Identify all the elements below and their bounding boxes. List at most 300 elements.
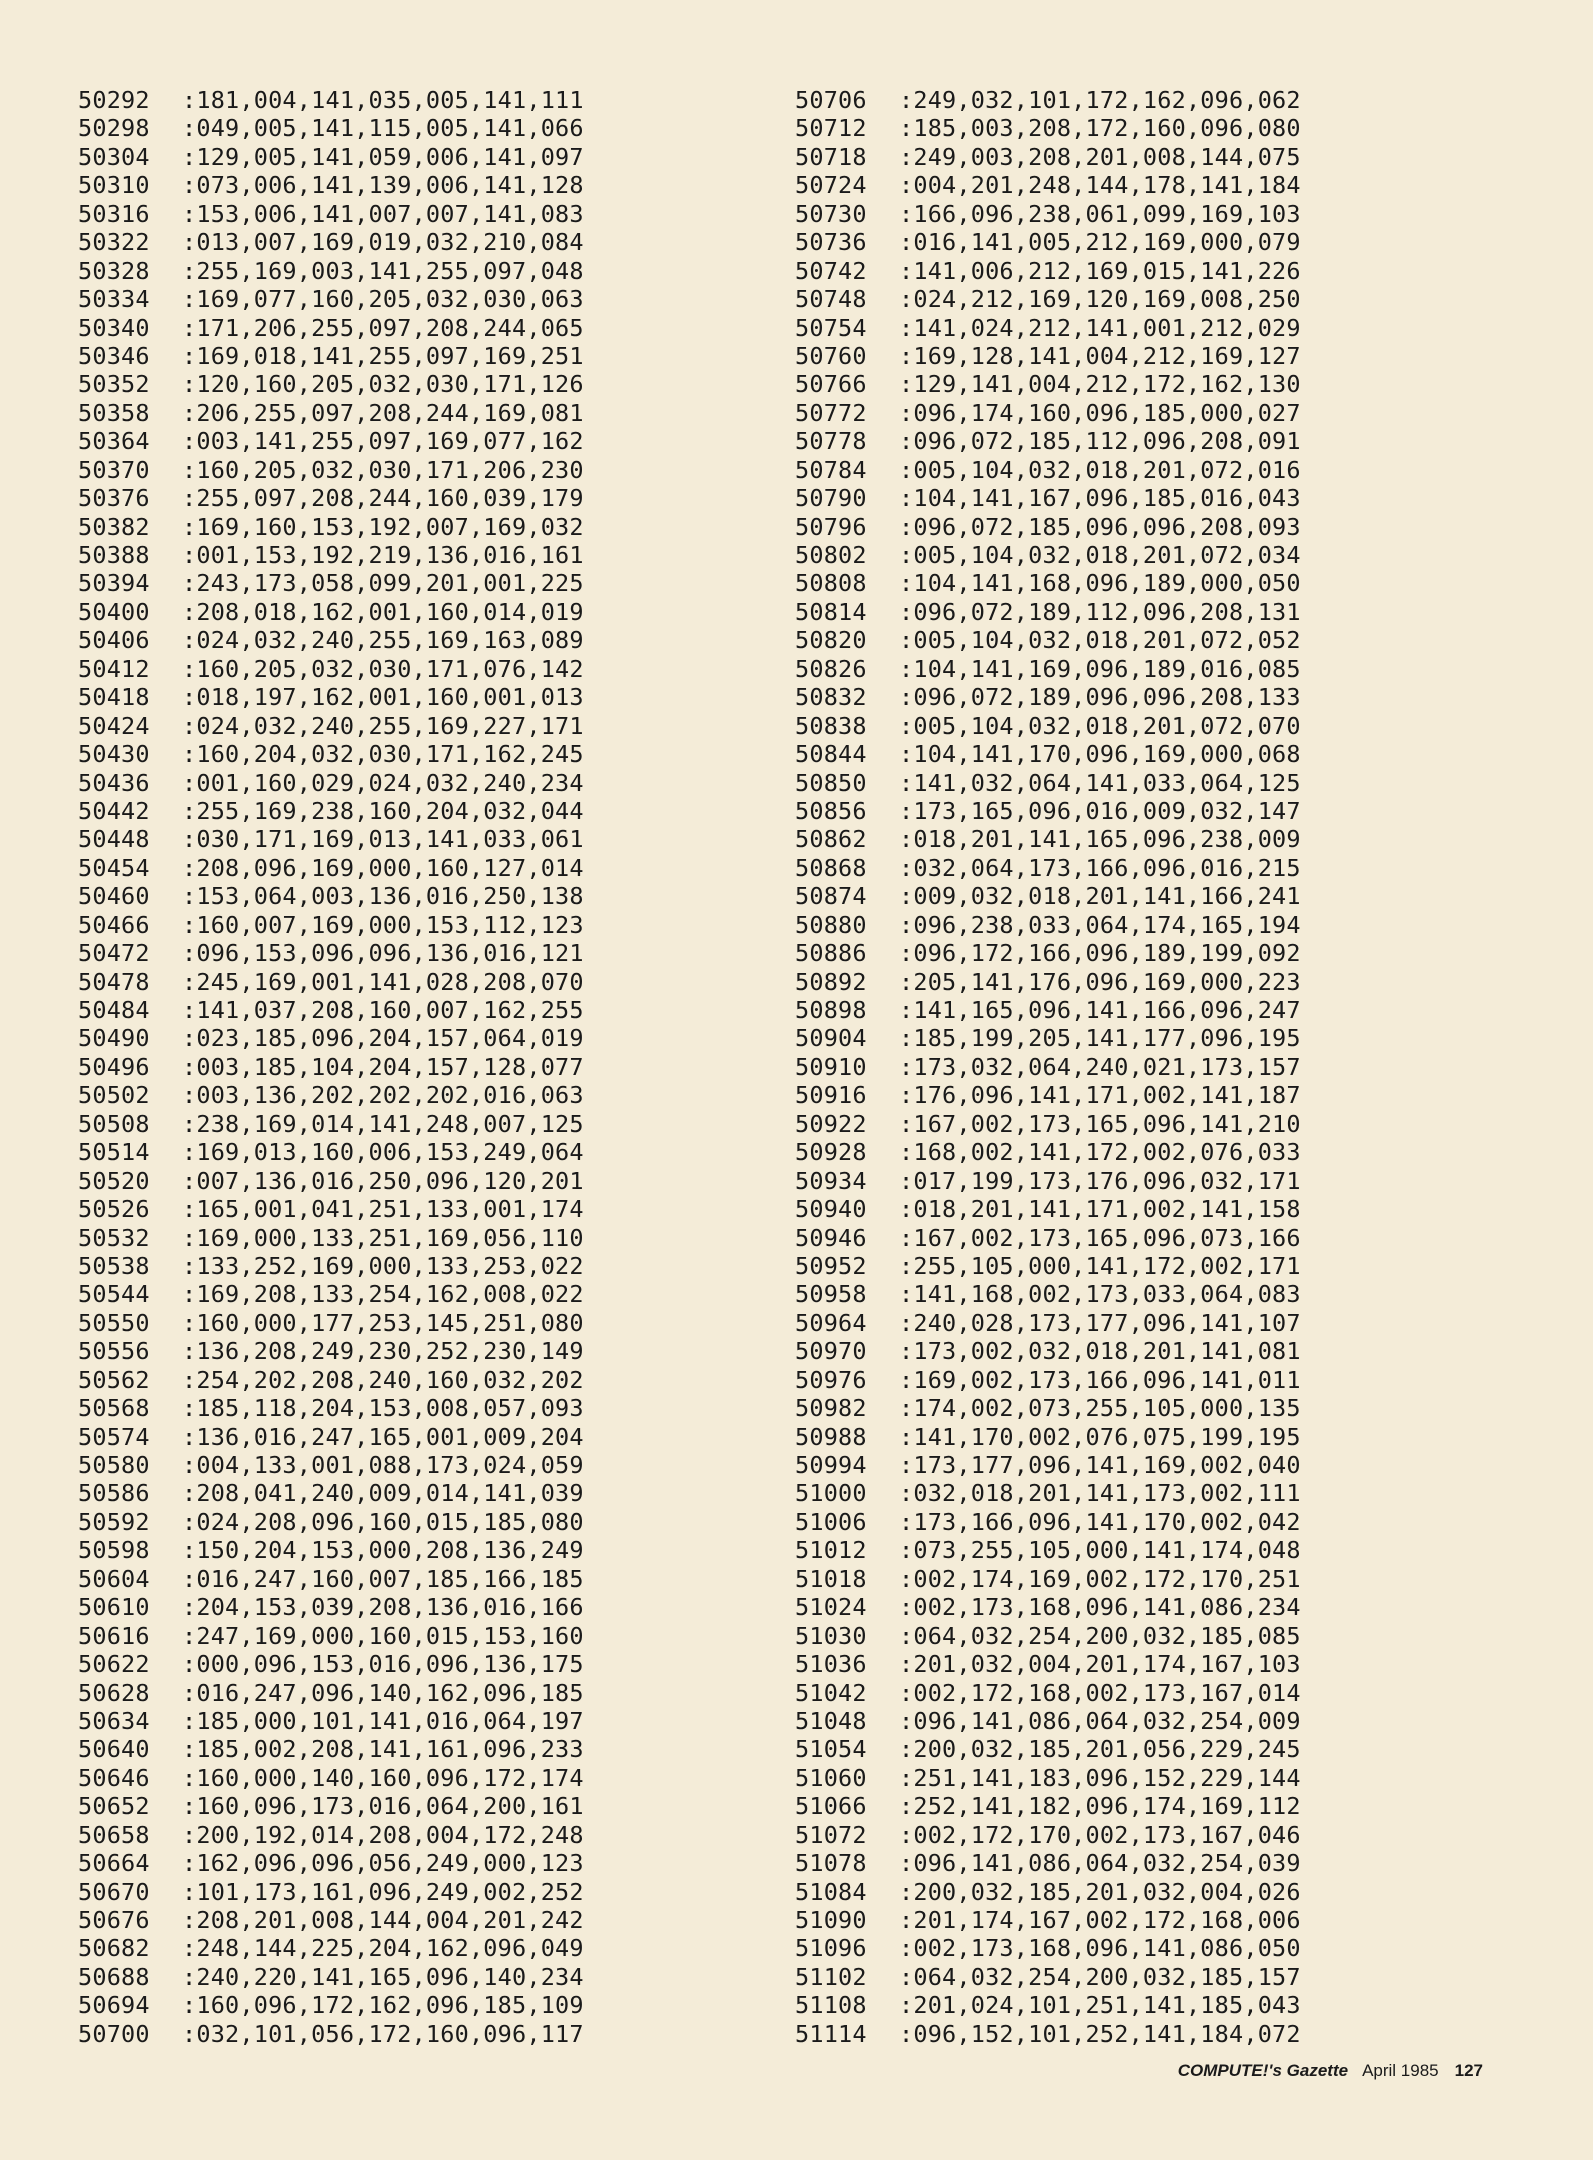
data-bytes: :251,141,183,096,152,229,144: [899, 1763, 1301, 1792]
line-number: 50718: [795, 142, 867, 171]
data-bytes: :002,172,168,002,173,167,014: [899, 1678, 1301, 1707]
line-number: 50544: [78, 1280, 150, 1309]
data-bytes: :255,105,000,141,172,002,171: [899, 1251, 1301, 1280]
data-bytes: :185,199,205,141,177,096,195: [899, 1024, 1301, 1053]
line-number: 50898: [795, 996, 867, 1024]
data-bytes: :073,255,105,000,141,174,048: [899, 1536, 1301, 1565]
listing-line: [795, 1764, 1301, 1792]
data-bytes: :032,064,173,166,096,016,215: [899, 853, 1301, 882]
data-bytes: :002,172,170,002,173,167,046: [899, 1820, 1301, 1849]
listing-line: [78, 1906, 584, 1934]
data-bytes: :185,003,208,172,160,096,080: [899, 114, 1301, 143]
data-bytes: :169,013,160,006,153,249,064: [182, 1138, 584, 1167]
data-bytes: :162,096,096,056,249,000,123: [182, 1849, 584, 1878]
listing-line: [78, 626, 584, 654]
data-bytes: :208,096,169,000,160,127,014: [182, 853, 584, 882]
line-number: 50340: [78, 313, 150, 342]
data-bytes: :104,141,168,096,189,000,050: [899, 569, 1301, 598]
listing-line: [795, 1707, 1301, 1735]
listing-line: [795, 1337, 1301, 1365]
listing-line: [78, 769, 584, 797]
data-bytes: :018,197,162,001,160,001,013: [182, 683, 584, 712]
listing-line: [795, 1366, 1301, 1394]
listing-line: [78, 598, 584, 626]
listing-line: [78, 968, 584, 996]
listing-line: [78, 712, 584, 740]
line-number: 50790: [795, 484, 867, 513]
listing-line: [795, 740, 1301, 768]
line-number: 50670: [78, 1877, 150, 1906]
line-number: 50550: [78, 1308, 150, 1337]
listing-line: [78, 1110, 584, 1138]
listing-line: [795, 1423, 1301, 1451]
line-number: 50820: [795, 626, 867, 655]
line-number: 50694: [78, 1991, 150, 2020]
line-number: 51066: [795, 1792, 867, 1821]
line-number: 51030: [795, 1621, 867, 1650]
listing-line: [78, 1593, 584, 1621]
listing-line: [78, 257, 584, 285]
line-number: 50328: [78, 256, 150, 285]
data-bytes: :166,096,238,061,099,169,103: [899, 199, 1301, 228]
line-number: 50310: [78, 171, 150, 200]
listing-line: [78, 996, 584, 1024]
line-number: 51018: [795, 1564, 867, 1593]
listing-line: [795, 1622, 1301, 1650]
line-number: 50712: [795, 114, 867, 143]
data-bytes: :160,000,140,160,096,172,174: [182, 1763, 584, 1792]
listing-line: [795, 939, 1301, 967]
line-number: 50514: [78, 1138, 150, 1167]
magazine-title: COMPUTE!'s Gazette: [1177, 2061, 1349, 2080]
line-number: 50502: [78, 1081, 150, 1110]
listing-line: [78, 1565, 584, 1593]
data-bytes: :167,002,173,165,096,073,166: [899, 1223, 1301, 1252]
line-number: 50496: [78, 1052, 150, 1081]
line-number: 50364: [78, 427, 150, 456]
line-number: 50298: [78, 114, 150, 143]
line-number: 50970: [795, 1337, 867, 1366]
line-number: 50418: [78, 683, 150, 712]
data-bytes: :096,172,166,096,189,199,092: [899, 939, 1301, 968]
listing-line: [78, 1508, 584, 1536]
data-bytes: :096,141,086,064,032,254,009: [899, 1706, 1301, 1735]
line-number: 50910: [795, 1052, 867, 1081]
listing-line: [78, 86, 584, 114]
data-bytes: :173,165,096,016,009,032,147: [899, 796, 1301, 825]
listing-line: [795, 171, 1301, 199]
line-number: 51060: [795, 1763, 867, 1792]
listing-line: [795, 370, 1301, 398]
line-number: 50772: [795, 398, 867, 427]
line-number: 50532: [78, 1223, 150, 1252]
listing-line: [795, 1934, 1301, 1962]
data-bytes: :073,006,141,139,006,141,128: [182, 171, 584, 200]
listing-line: [78, 399, 584, 427]
listing-line: [795, 626, 1301, 654]
data-bytes: :169,018,141,255,097,169,251: [182, 341, 584, 370]
listing-line: [795, 683, 1301, 711]
data-bytes: :017,199,173,176,096,032,171: [899, 1166, 1301, 1195]
listing-line: [795, 285, 1301, 313]
listing-line: [795, 228, 1301, 256]
listing-line: [795, 1536, 1301, 1564]
listing-line: [795, 1849, 1301, 1877]
listing-line: [795, 1792, 1301, 1820]
listing-line: [795, 2020, 1301, 2048]
data-bytes: :096,072,189,096,096,208,133: [899, 683, 1301, 712]
line-number: 50316: [78, 199, 150, 228]
data-bytes: :096,072,185,112,096,208,091: [899, 427, 1301, 456]
data-bytes: :185,000,101,141,016,064,197: [182, 1706, 584, 1735]
line-number: 51012: [795, 1536, 867, 1565]
line-number: 50616: [78, 1621, 150, 1650]
listing-line: [78, 370, 584, 398]
data-bytes: :096,174,160,096,185,000,027: [899, 398, 1301, 427]
data-bytes: :160,205,032,030,171,076,142: [182, 654, 584, 683]
line-number: 50334: [78, 285, 150, 314]
listing-line: [78, 1224, 584, 1252]
data-bytes: :160,204,032,030,171,162,245: [182, 740, 584, 769]
data-bytes: :171,206,255,097,208,244,065: [182, 313, 584, 342]
listing-line: [78, 1451, 584, 1479]
line-number: 50460: [78, 882, 150, 911]
data-bytes: :169,208,133,254,162,008,022: [182, 1280, 584, 1309]
listing-line: [78, 939, 584, 967]
line-number: 50538: [78, 1251, 150, 1280]
data-bytes: :141,165,096,141,166,096,247: [899, 996, 1301, 1024]
listing-line: [78, 1138, 584, 1166]
data-bytes: :003,141,255,097,169,077,162: [182, 427, 584, 456]
line-number: 50724: [795, 171, 867, 200]
data-bytes: :169,000,133,251,169,056,110: [182, 1223, 584, 1252]
data-bytes: :002,173,168,096,141,086,234: [899, 1593, 1301, 1622]
line-number: 50808: [795, 569, 867, 598]
data-bytes: :153,064,003,136,016,250,138: [182, 882, 584, 911]
data-bytes: :005,104,032,018,201,072,052: [899, 626, 1301, 655]
listing-line: [78, 114, 584, 142]
line-number: 50568: [78, 1394, 150, 1423]
line-number: 50406: [78, 626, 150, 655]
data-bytes: :133,252,169,000,133,253,022: [182, 1251, 584, 1280]
data-bytes: :005,104,032,018,201,072,016: [899, 455, 1301, 484]
data-bytes: :238,169,014,141,248,007,125: [182, 1109, 584, 1138]
data-bytes: :000,096,153,016,096,136,175: [182, 1650, 584, 1679]
line-number: 50478: [78, 967, 150, 996]
line-number: 50760: [795, 341, 867, 370]
data-bytes: :160,205,032,030,171,206,230: [182, 455, 584, 484]
line-number: 50484: [78, 996, 150, 1024]
data-bytes: :173,032,064,240,021,173,157: [899, 1052, 1301, 1081]
line-number: 50736: [795, 228, 867, 257]
listing-line: [795, 86, 1301, 114]
line-number: 50754: [795, 313, 867, 342]
listing-line: [795, 513, 1301, 541]
data-bytes: :096,141,086,064,032,254,039: [899, 1849, 1301, 1878]
listing-line: [78, 314, 584, 342]
data-bytes: :023,185,096,204,157,064,019: [182, 1024, 584, 1053]
data-bytes: :185,002,208,141,161,096,233: [182, 1735, 584, 1764]
line-number: 50946: [795, 1223, 867, 1252]
data-bytes: :049,005,141,115,005,141,066: [182, 114, 584, 143]
data-bytes: :141,168,002,173,033,064,083: [899, 1280, 1301, 1309]
line-number: 50508: [78, 1109, 150, 1138]
listing-line: [78, 854, 584, 882]
data-bytes: :245,169,001,141,028,208,070: [182, 967, 584, 996]
data-bytes: :165,001,041,251,133,001,174: [182, 1195, 584, 1224]
listing-line: [795, 114, 1301, 142]
listing-line: [78, 1053, 584, 1081]
listing-line: [78, 882, 584, 910]
data-bytes: :003,185,104,204,157,128,077: [182, 1052, 584, 1081]
line-number: 50640: [78, 1735, 150, 1764]
data-bytes: :204,153,039,208,136,016,166: [182, 1593, 584, 1622]
line-number: 50370: [78, 455, 150, 484]
line-number: 50562: [78, 1365, 150, 1394]
data-bytes: :201,024,101,251,141,185,043: [899, 1991, 1301, 2020]
data-bytes: :200,192,014,208,004,172,248: [182, 1820, 584, 1849]
listing-line: [795, 257, 1301, 285]
data-bytes: :004,133,001,088,173,024,059: [182, 1451, 584, 1479]
line-number: 50802: [795, 541, 867, 569]
listing-line: [78, 285, 584, 313]
listing-line: [78, 1252, 584, 1280]
data-bytes: :247,169,000,160,015,153,160: [182, 1621, 584, 1650]
line-number: 51054: [795, 1735, 867, 1764]
listing-line: [795, 1053, 1301, 1081]
data-bytes: :169,077,160,205,032,030,063: [182, 285, 584, 314]
listing-line: [78, 1479, 584, 1507]
data-bytes: :208,018,162,001,160,014,019: [182, 597, 584, 626]
line-number: 50292: [78, 86, 150, 114]
listing-line: [78, 143, 584, 171]
listing-line: [78, 1280, 584, 1308]
listing-line: [78, 911, 584, 939]
data-bytes: :003,136,202,202,202,016,063: [182, 1081, 584, 1110]
listing-line: [795, 1593, 1301, 1621]
line-number: 50844: [795, 740, 867, 769]
data-bytes: :169,128,141,004,212,169,127: [899, 341, 1301, 370]
listing-line: [795, 797, 1301, 825]
listing-line: [795, 1508, 1301, 1536]
line-number: 50652: [78, 1792, 150, 1821]
data-bytes: :136,208,249,230,252,230,149: [182, 1337, 584, 1366]
listing-line: [78, 1423, 584, 1451]
line-number: 50442: [78, 796, 150, 825]
line-number: 50922: [795, 1109, 867, 1138]
data-bytes: :001,160,029,024,032,240,234: [182, 768, 584, 797]
data-bytes: :016,141,005,212,169,000,079: [899, 228, 1301, 257]
line-number: 50646: [78, 1763, 150, 1792]
line-number: 50958: [795, 1280, 867, 1309]
page-number: 127: [1454, 2061, 1483, 2080]
line-number: 50778: [795, 427, 867, 456]
line-number: 51072: [795, 1820, 867, 1849]
data-bytes: :096,153,096,096,136,016,121: [182, 939, 584, 968]
line-number: 50682: [78, 1934, 150, 1963]
listing-line: [78, 655, 584, 683]
listing-line: [795, 854, 1301, 882]
line-number: 51024: [795, 1593, 867, 1622]
line-number: 50730: [795, 199, 867, 228]
data-bytes: :240,028,173,177,096,141,107: [899, 1308, 1301, 1337]
listing-column-left: [78, 86, 584, 2048]
listing-line: [795, 968, 1301, 996]
listing-line: [795, 1224, 1301, 1252]
listing-line: [795, 1195, 1301, 1223]
data-bytes: :018,201,141,171,002,141,158: [899, 1195, 1301, 1224]
line-number: 50826: [795, 654, 867, 683]
data-bytes: :208,201,008,144,004,201,242: [182, 1906, 584, 1934]
line-number: 50940: [795, 1195, 867, 1224]
data-bytes: :096,238,033,064,174,165,194: [899, 910, 1301, 939]
listing-line: [795, 1252, 1301, 1280]
line-number: 50634: [78, 1706, 150, 1735]
line-number: 50976: [795, 1365, 867, 1394]
data-bytes: :032,018,201,141,173,002,111: [899, 1479, 1301, 1508]
listing-line: [78, 1735, 584, 1763]
data-bytes: :016,247,160,007,185,166,185: [182, 1564, 584, 1593]
line-number: 50472: [78, 939, 150, 968]
line-number: 50880: [795, 910, 867, 939]
line-number: 50376: [78, 484, 150, 513]
data-bytes: :104,141,170,096,169,000,068: [899, 740, 1301, 769]
listing-line: [78, 427, 584, 455]
line-number: 51006: [795, 1507, 867, 1536]
listing-line: [795, 484, 1301, 512]
listing-line: [795, 1679, 1301, 1707]
line-number: 50850: [795, 768, 867, 797]
listing-line: [795, 1821, 1301, 1849]
line-number: 50394: [78, 569, 150, 598]
listing-line: [795, 1081, 1301, 1109]
line-number: 50388: [78, 541, 150, 569]
data-bytes: :129,141,004,212,172,162,130: [899, 370, 1301, 399]
line-number: 50520: [78, 1166, 150, 1195]
listing-line: [78, 1963, 584, 1991]
data-bytes: :255,169,003,141,255,097,048: [182, 256, 584, 285]
line-number: 51036: [795, 1650, 867, 1679]
listing-line: [795, 911, 1301, 939]
listing-line: [795, 598, 1301, 626]
data-bytes: :024,032,240,255,169,163,089: [182, 626, 584, 655]
line-number: 51042: [795, 1678, 867, 1707]
data-bytes: :176,096,141,171,002,141,187: [899, 1081, 1301, 1110]
line-number: 50742: [795, 256, 867, 285]
listing-line: [795, 1167, 1301, 1195]
line-number: 50766: [795, 370, 867, 399]
line-number: 50580: [78, 1451, 150, 1479]
data-bytes: :096,072,185,096,096,208,093: [899, 512, 1301, 541]
data-bytes: :249,032,101,172,162,096,062: [899, 86, 1301, 114]
data-bytes: :141,170,002,076,075,199,195: [899, 1422, 1301, 1451]
listing-line: [795, 1906, 1301, 1934]
listing-line: [78, 1622, 584, 1650]
data-bytes: :169,002,173,166,096,141,011: [899, 1365, 1301, 1394]
data-bytes: :240,220,141,165,096,140,234: [182, 1962, 584, 1991]
listing-line: [795, 399, 1301, 427]
line-number: 50448: [78, 825, 150, 854]
listing-line: [78, 1792, 584, 1820]
line-number: 50424: [78, 711, 150, 740]
data-bytes: :141,032,064,141,033,064,125: [899, 768, 1301, 797]
data-bytes: :185,118,204,153,008,057,093: [182, 1394, 584, 1423]
data-bytes: :096,072,189,112,096,208,131: [899, 597, 1301, 626]
line-number: 50574: [78, 1422, 150, 1451]
line-number: 50358: [78, 398, 150, 427]
line-number: 50604: [78, 1564, 150, 1593]
listing-line: [78, 171, 584, 199]
listing-line: [795, 1735, 1301, 1763]
listing-line: [78, 1764, 584, 1792]
listing-line: [795, 314, 1301, 342]
listing-line: [795, 1280, 1301, 1308]
data-bytes: :208,041,240,009,014,141,039: [182, 1479, 584, 1508]
line-number: 50664: [78, 1849, 150, 1878]
listing-line: [78, 513, 584, 541]
data-bytes: :153,006,141,007,007,141,083: [182, 199, 584, 228]
listing-line: [795, 569, 1301, 597]
listing-line: [795, 1451, 1301, 1479]
line-number: 50556: [78, 1337, 150, 1366]
line-number: 50934: [795, 1166, 867, 1195]
line-number: 50400: [78, 597, 150, 626]
data-bytes: :173,002,032,018,201,141,081: [899, 1337, 1301, 1366]
listing-line: [795, 1991, 1301, 2019]
data-bytes: :104,141,169,096,189,016,085: [899, 654, 1301, 683]
line-number: 50598: [78, 1536, 150, 1565]
data-bytes: :255,097,208,244,160,039,179: [182, 484, 584, 513]
line-number: 50676: [78, 1906, 150, 1934]
listing-line: [795, 996, 1301, 1024]
data-bytes: :248,144,225,204,162,096,049: [182, 1934, 584, 1963]
data-bytes: :101,173,161,096,249,002,252: [182, 1877, 584, 1906]
listing-line: [78, 1536, 584, 1564]
line-number: 50706: [795, 86, 867, 114]
data-bytes: :150,204,153,000,208,136,249: [182, 1536, 584, 1565]
data-bytes: :243,173,058,099,201,001,225: [182, 569, 584, 598]
line-number: 50490: [78, 1024, 150, 1053]
listing-line: [78, 683, 584, 711]
listing-line: [78, 797, 584, 825]
data-bytes: :002,173,168,096,141,086,050: [899, 1934, 1301, 1963]
listing-line: [78, 1650, 584, 1678]
line-number: 50322: [78, 228, 150, 257]
data-bytes: :129,005,141,059,006,141,097: [182, 142, 584, 171]
data-bytes: :205,141,176,096,169,000,223: [899, 967, 1301, 996]
line-number: 50592: [78, 1507, 150, 1536]
listing-line: [795, 456, 1301, 484]
line-number: 50700: [78, 2019, 150, 2048]
data-bytes: :255,169,238,160,204,032,044: [182, 796, 584, 825]
listing-line: [795, 1394, 1301, 1422]
line-number: 50436: [78, 768, 150, 797]
listing-line: [795, 427, 1301, 455]
line-number: 50892: [795, 967, 867, 996]
line-number: 51108: [795, 1991, 867, 2020]
data-bytes: :024,032,240,255,169,227,171: [182, 711, 584, 740]
listing-line: [78, 1707, 584, 1735]
listing-line: [78, 1821, 584, 1849]
data-bytes: :005,104,032,018,201,072,034: [899, 541, 1301, 569]
listing-line: [78, 1878, 584, 1906]
data-bytes: :024,208,096,160,015,185,080: [182, 1507, 584, 1536]
line-number: 51114: [795, 2019, 867, 2048]
listing-line: [78, 1366, 584, 1394]
listing-line: [795, 1138, 1301, 1166]
line-number: 50784: [795, 455, 867, 484]
listing-line: [78, 1024, 584, 1052]
